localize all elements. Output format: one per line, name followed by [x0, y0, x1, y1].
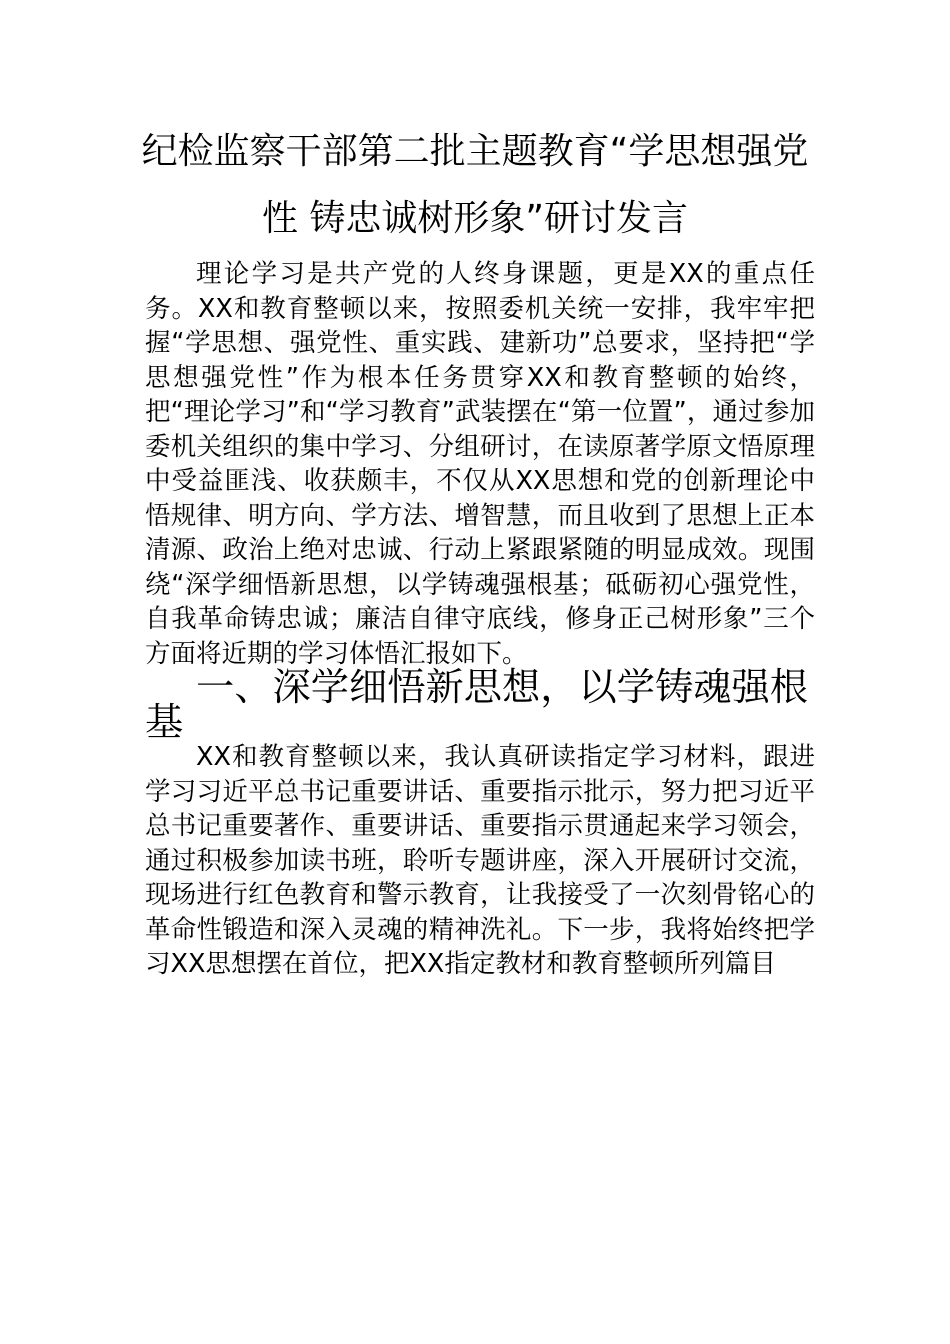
- paragraph-intro: 理论学习是共产党的人终身课题，更是XX的重点任务。XX和教育整顿以来，按照委机关统一安排，我牢牢把握“学思想、强党性、重实践、建新功”总要求，坚持把“学思想强党性”作为根本任务贯穿XX和教育整顿的始终，把“理论学习”和“学习教育”武装摆在“第一位置”，通过参加委机关组织的集中学习、分组研讨，在读原著学原文悟原理中受益匪浅、收获颇丰，不仅从XX思想和党的创新理论中悟规律、明方向、学方法、增智慧，而且收到了思想上正本清源、政治上绝对忠诚、行动上紧跟紧随的明显成效。现围绕“深学细悟新思想，以学铸魂强根基；砥砺初心强党性，自我革命铸忠诚；廉洁自律守底线，修身正己树形象”三个方面将近期的学习体悟汇报如下。: [145, 259, 815, 669]
- section-heading-1: 一、深学细悟新思想，以学铸魂强根基: [145, 665, 808, 745]
- document-body: [145, 257, 815, 982]
- document-title-line-1: 纪检监察干部第二批主题教育“学思想强党: [141, 131, 809, 172]
- paragraph-section-1: XX和教育整顿以来，我认真研读指定学习材料，跟进学习习近平总书记重要讲话、重要指示批示，努力把习近平总书记重要著作、重要讲话、重要指示贯通起来学习领会，通过积极参加读书班，聆听专题讲座，深入开展研讨交流，现场进行红色教育和警示教育，让我接受了一次刻骨铭心的革命性锻造和深入灵魂的精神洗礼。下一步，我将始终把学习XX思想摆在首位，把XX指定教材和教育整顿所列篇目: [145, 742, 815, 979]
- document-title-line-2: 性 铸忠诚树形象”研讨发言: [261, 198, 689, 239]
